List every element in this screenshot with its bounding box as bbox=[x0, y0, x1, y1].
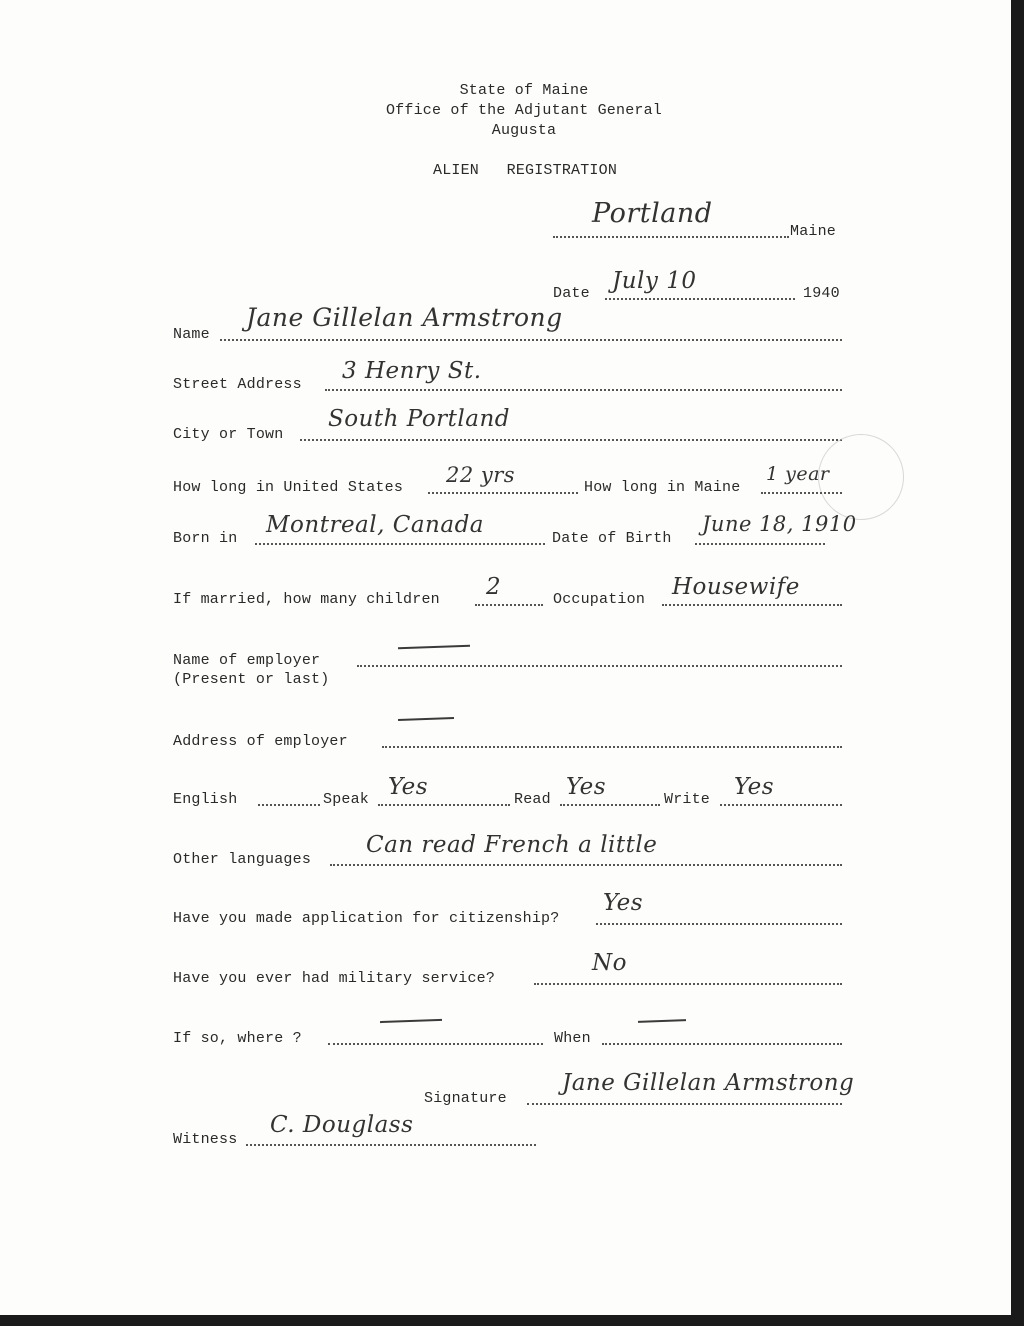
date-dots bbox=[605, 298, 795, 300]
street-dots bbox=[325, 389, 842, 391]
read-dots bbox=[560, 804, 660, 806]
us-time-label: How long in United States bbox=[173, 479, 404, 496]
stamp-mark bbox=[818, 434, 904, 520]
header-office: Office of the Adjutant General bbox=[385, 102, 663, 119]
born-label: Born in bbox=[173, 530, 238, 547]
other-languages-label: Other languages bbox=[173, 851, 312, 868]
maine-time-value: 1 year bbox=[766, 463, 830, 485]
children-dots bbox=[475, 604, 543, 606]
city-field-dots bbox=[300, 439, 842, 441]
dob-value: June 18, 1910 bbox=[702, 512, 857, 536]
when-label: When bbox=[554, 1030, 591, 1047]
where-dash bbox=[380, 1019, 442, 1023]
date-label: Date bbox=[553, 285, 590, 302]
maine-time-dots bbox=[761, 492, 842, 494]
name-dots bbox=[220, 339, 842, 341]
signature-label: Signature bbox=[424, 1090, 507, 1107]
occupation-label: Occupation bbox=[553, 591, 646, 608]
military-dots bbox=[534, 983, 842, 985]
military-value: No bbox=[592, 950, 627, 976]
header-state: State of Maine bbox=[459, 82, 589, 99]
when-dash bbox=[638, 1019, 686, 1023]
born-dots bbox=[255, 543, 545, 545]
name-label: Name bbox=[173, 326, 210, 343]
employer-name-sublabel: (Present or last) bbox=[173, 671, 330, 688]
employer-name-dash bbox=[398, 645, 470, 650]
born-value: Montreal, Canada bbox=[266, 512, 485, 538]
employer-name-label: Name of employer bbox=[173, 652, 321, 669]
witness-value: C. Douglass bbox=[270, 1112, 414, 1138]
name-value: Jane Gillelan Armstrong bbox=[246, 303, 563, 332]
where-dots bbox=[328, 1043, 543, 1045]
us-time-value: 22 yrs bbox=[446, 463, 516, 487]
date-value: July 10 bbox=[612, 268, 697, 294]
other-languages-value: Can read French a little bbox=[366, 832, 658, 858]
form-title: ALIEN REGISTRATION bbox=[433, 162, 618, 179]
witness-label: Witness bbox=[173, 1131, 238, 1148]
write-dots bbox=[720, 804, 842, 806]
write-label: Write bbox=[664, 791, 711, 808]
maine-time-label: How long in Maine bbox=[584, 479, 741, 496]
citizenship-label: Have you made application for citizenship? bbox=[173, 910, 560, 927]
speak-value: Yes bbox=[388, 774, 429, 800]
witness-dots bbox=[246, 1144, 536, 1146]
speak-dots bbox=[378, 804, 510, 806]
street-value: 3 Henry St. bbox=[342, 358, 482, 384]
english-dots-1 bbox=[258, 804, 320, 806]
scan-edge-bottom bbox=[0, 1315, 1024, 1326]
dob-dots bbox=[695, 543, 825, 545]
where-label: If so, where ? bbox=[173, 1030, 302, 1047]
children-value: 2 bbox=[486, 574, 502, 600]
citizenship-dots bbox=[596, 923, 842, 925]
speak-label: Speak bbox=[323, 791, 370, 808]
occupation-value: Housewife bbox=[672, 574, 800, 600]
place-city: Portland bbox=[592, 198, 713, 229]
employer-address-dash bbox=[398, 717, 454, 721]
children-label: If married, how many children bbox=[173, 591, 440, 608]
employer-address-dots bbox=[382, 746, 842, 748]
header-city: Augusta bbox=[491, 122, 557, 139]
occupation-dots bbox=[662, 604, 842, 606]
citizenship-value: Yes bbox=[603, 890, 644, 916]
signature-value: Jane Gillelan Armstrong bbox=[562, 1070, 855, 1096]
read-label: Read bbox=[514, 791, 551, 808]
place-state-label: Maine bbox=[790, 223, 837, 240]
us-time-dots bbox=[428, 492, 578, 494]
dob-label: Date of Birth bbox=[552, 530, 672, 547]
street-label: Street Address bbox=[173, 376, 302, 393]
employer-name-dots bbox=[357, 665, 842, 667]
date-year: 1940 bbox=[803, 285, 840, 302]
english-label: English bbox=[173, 791, 238, 808]
city-dots bbox=[553, 236, 789, 238]
other-languages-dots bbox=[330, 864, 842, 866]
write-value: Yes bbox=[734, 774, 775, 800]
scan-edge-right bbox=[1011, 0, 1024, 1326]
read-value: Yes bbox=[566, 774, 607, 800]
city-label: City or Town bbox=[173, 426, 284, 443]
when-dots bbox=[602, 1043, 842, 1045]
city-value: South Portland bbox=[328, 406, 511, 432]
employer-address-label: Address of employer bbox=[173, 733, 348, 750]
signature-dots bbox=[527, 1103, 842, 1105]
military-label: Have you ever had military service? bbox=[173, 970, 496, 987]
